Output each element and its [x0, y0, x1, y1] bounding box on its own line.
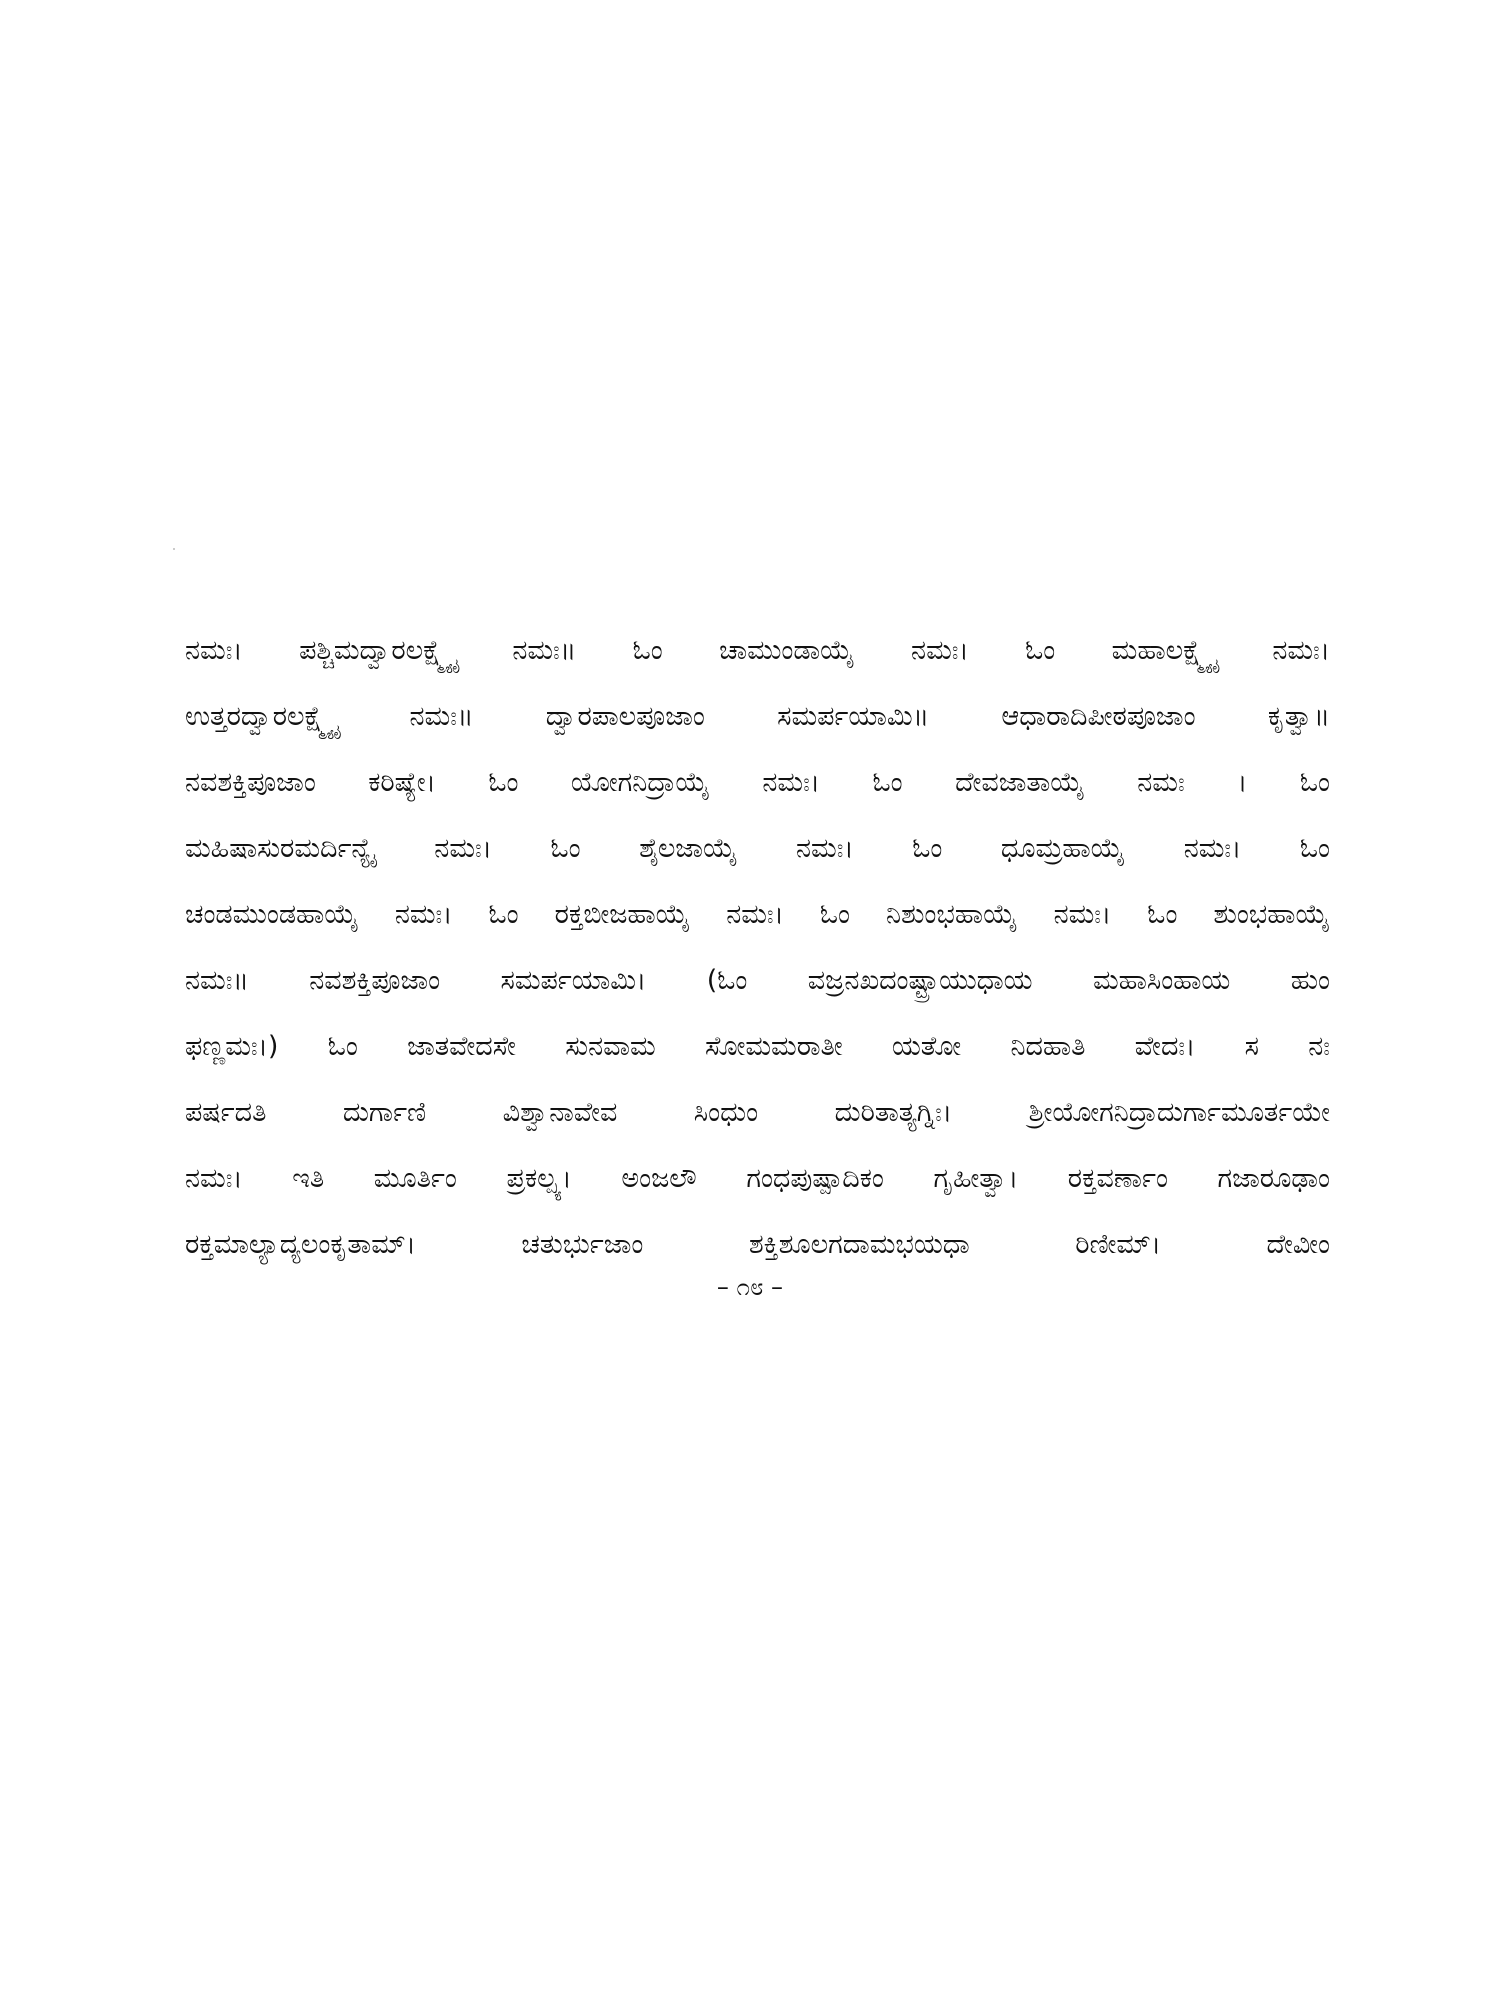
text-line-1: ನಮಃ। ಪಶ್ಚಿಮದ್ವಾರಲಕ್ಷ್ಮ್ಯೈ ನಮಃ॥ ಓಂ ಚಾಮುಂಡಾಯೈ ನಮಃ। ಓಂ ಮಹಾಲಕ್ಷ್ಮ್ಯೈ ನಮಃ। [185, 635, 1330, 666]
scan-speck [173, 548, 175, 550]
text-line-9: ನಮಃ। ಇತಿ ಮೂರ್ತಿಂ ಪ್ರಕಲ್ಪ್ಯ। ಅಂಜಲೌ ಗಂಧಪುಷ್ಪಾದಿಕಂ ಗೃಹೀತ್ವಾ। ರಕ್ತವರ್ಣಾಂ ಗಜಾರೂಢಾಂ [185, 1163, 1330, 1194]
body-text [185, 618, 1330, 1278]
text-line-4: ಮಹಿಷಾಸುರಮರ್ದಿನ್ಯೈ ನಮಃ। ಓಂ ಶೈಲಜಾಯೈ ನಮಃ। ಓಂ ಧೂಮ್ರಹಾಯೈ ನಮಃ। ಓಂ [185, 833, 1330, 864]
text-line-6: ನಮಃ॥ ನವಶಕ್ತಿಪೂಜಾಂ ಸಮರ್ಪಯಾಮಿ। (ಓಂ ವಜ್ರನಖದಂಷ್ಟ್ರಾಯುಧಾಯ ಮಹಾಸಿಂಹಾಯ ಹುಂ [185, 965, 1330, 996]
text-line-3: ನವಶಕ್ತಿಪೂಜಾಂ ಕರಿಷ್ಯೇ। ಓಂ ಯೋಗನಿದ್ರಾಯೈ ನಮಃ। ಓಂ ದೇವಜಾತಾಯೈ ನಮಃ । ಓಂ [185, 767, 1330, 798]
text-line-2: ಉತ್ತರದ್ವಾರಲಕ್ಷ್ಮ್ಯೈ ನಮಃ॥ ದ್ವಾರಪಾಲಪೂಜಾಂ ಸಮರ್ಪಯಾಮಿ॥ ಆಧಾರಾದಿಪೀಠಪೂಜಾಂ ಕೃತ್ವಾ॥ [185, 701, 1330, 732]
text-line-10: ರಕ್ತಮಾಲ್ಯಾದ್ಯಲಂಕೃತಾಮ್। ಚತುರ್ಭುಜಾಂ ಶಕ್ತಿಶೂಲಗದಾಮಭಯಧಾ ರಿಣೀಮ್। ದೇವೀಂ [185, 1229, 1330, 1260]
page-number: – ೧೮ – [716, 1273, 784, 1301]
text-line-5: ಚಂಡಮುಂಡಹಾಯೈ ನಮಃ। ಓಂ ರಕ್ತಬೀಜಹಾಯೈ ನಮಃ। ಓಂ ನಿಶುಂಭಹಾಯೈ ನಮಃ। ಓಂ ಶುಂಭಹಾಯೈ [185, 899, 1330, 930]
text-line-7: ಫಣ್ಣಮಃ।) ಓಂ ಜಾತವೇದಸೇ ಸುನವಾಮ ಸೋಮಮರಾತೀ ಯತೋ ನಿದಹಾತಿ ವೇದಃ। ಸ ನಃ [185, 1031, 1330, 1062]
text-line-8: ಪರ್ಷದತಿ ದುರ್ಗಾಣಿ ವಿಶ್ವಾನಾವೇವ ಸಿಂಧುಂ ದುರಿತಾತ್ಯಗ್ನಿಃ। ಶ್ರೀಯೋಗನಿದ್ರಾದುರ್ಗಾಮೂರ್ತಯೇ [185, 1097, 1330, 1128]
